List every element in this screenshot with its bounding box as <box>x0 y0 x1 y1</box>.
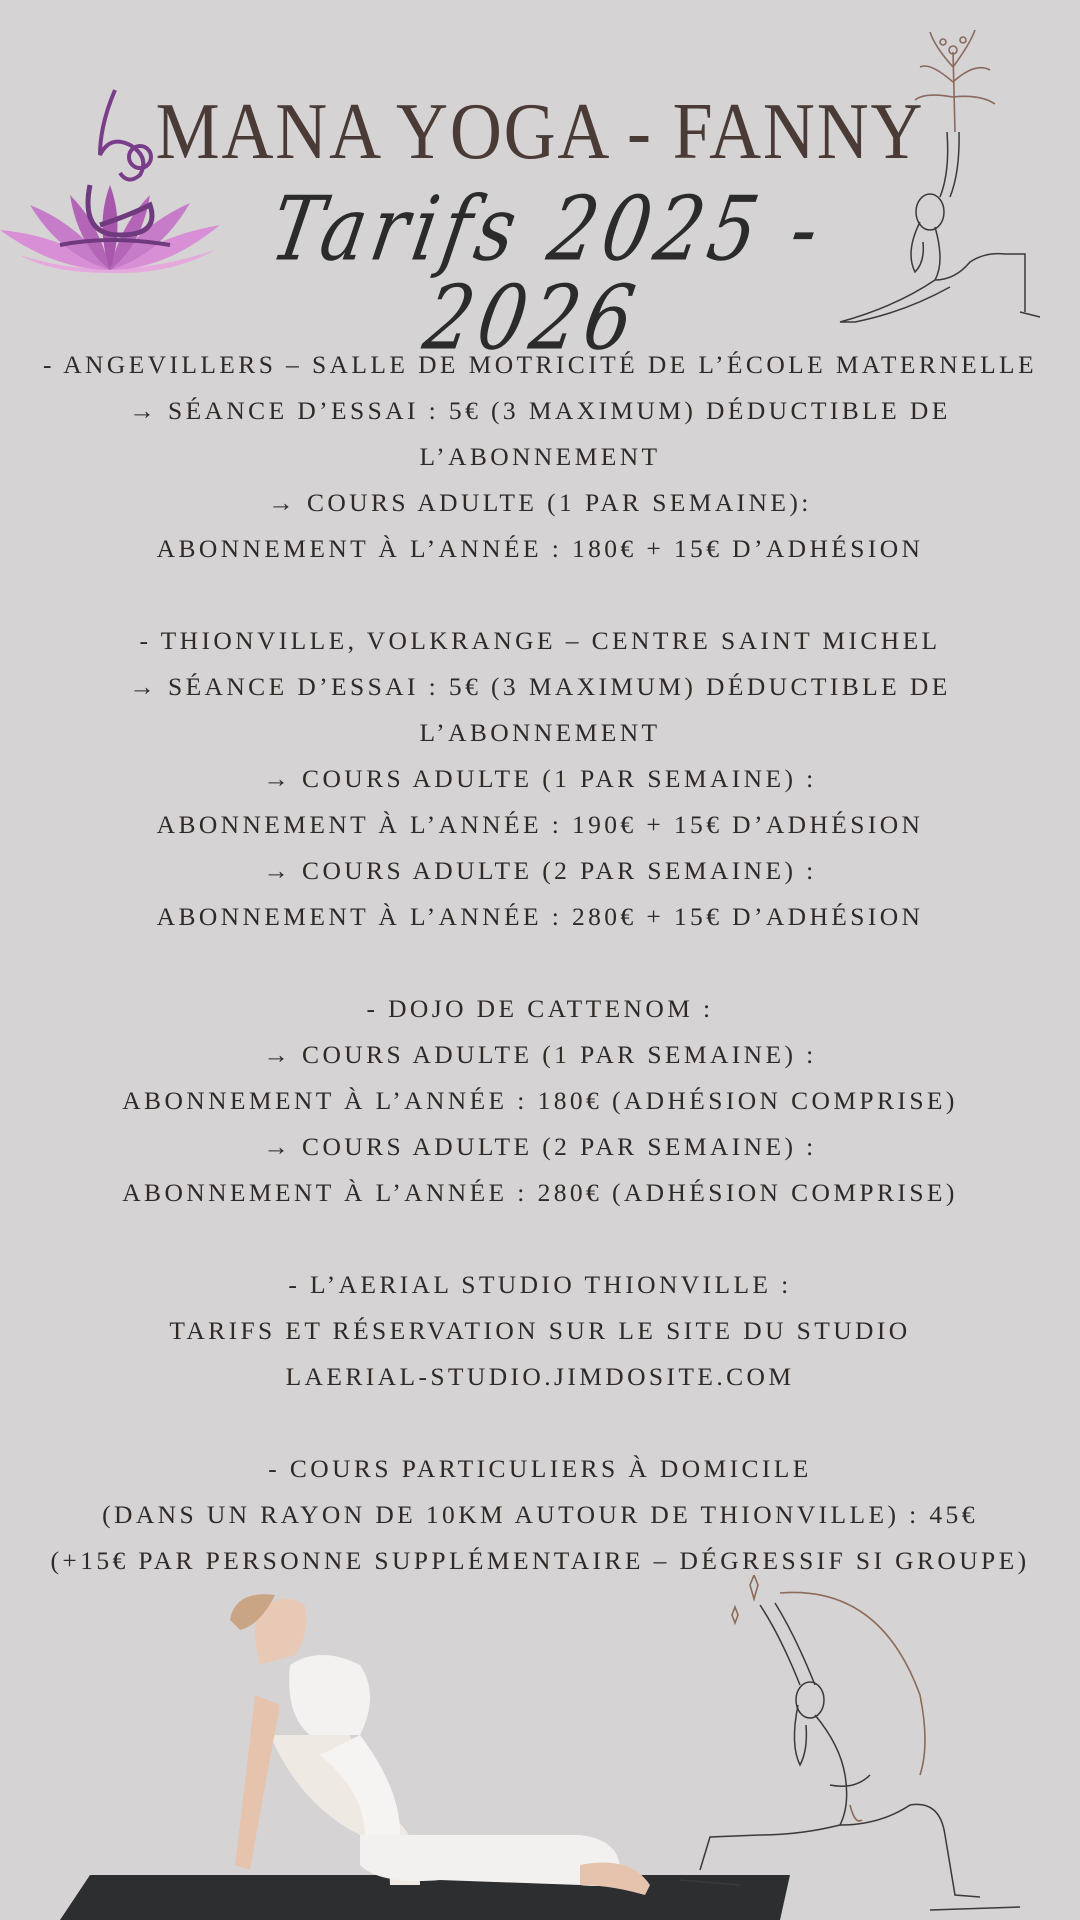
text-line: → SÉANCE D’ESSAI : 5€ (3 MAXIMUM) DÉDUCTIBLE DE <box>129 672 951 701</box>
spacer <box>0 1216 1080 1262</box>
text-line: → COURS ADULTE (1 PAR SEMAINE): <box>268 488 812 517</box>
text-line: - THIONVILLE, VOLKRANGE – CENTRE SAINT MICHEL <box>139 626 941 655</box>
text-line: → SÉANCE D’ESSAI : 5€ (3 MAXIMUM) DÉDUCTIBLE DE <box>129 396 951 425</box>
section-thionville-volkrange <box>0 618 1080 940</box>
text-line: ABONNEMENT À L’ANNÉE : 280€ (ADHÉSION COMPRISE) <box>122 1178 958 1207</box>
text-line: L’ABONNEMENT <box>419 442 661 471</box>
text-line: - ANGEVILLERS – SALLE DE MOTRICITÉ DE L’ÉCOLE MATERNELLE <box>42 350 1038 379</box>
page-title: MANA YOGA - FANNY <box>155 88 925 176</box>
text-line: → COURS ADULTE (2 PAR SEMAINE) : <box>263 1132 817 1161</box>
text-line: - COURS PARTICULIERS À DOMICILE <box>268 1454 812 1483</box>
text-line: → COURS ADULTE (1 PAR SEMAINE) : <box>263 1040 817 1069</box>
pricing-content <box>0 342 1080 1584</box>
text-line: (DANS UN RAYON DE 10KM AUTOUR DE THIONVILLE) : 45€ <box>102 1500 978 1529</box>
text-line: - L’AERIAL STUDIO THIONVILLE : <box>288 1270 792 1299</box>
section-dojo-cattenom <box>0 986 1080 1216</box>
studio-website-link[interactable]: LAERIAL-STUDIO.JIMDOSITE.COM <box>285 1362 795 1391</box>
text-line: ABONNEMENT À L’ANNÉE : 190€ + 15€ D’ADHÉSION <box>156 810 924 839</box>
section-aerial-studio <box>0 1262 1080 1400</box>
text-line: ABONNEMENT À L’ANNÉE : 280€ + 15€ D’ADHÉSION <box>156 902 924 931</box>
text-line: → COURS ADULTE (1 PAR SEMAINE) : <box>263 764 817 793</box>
yoga-pose-line-art-icon <box>680 1575 1040 1915</box>
spacer <box>0 1400 1080 1446</box>
text-line: → COURS ADULTE (2 PAR SEMAINE) : <box>263 856 817 885</box>
spacer <box>0 940 1080 986</box>
text-line: - DOJO DE CATTENOM : <box>366 994 714 1023</box>
text-line: (+15€ PAR PERSONNE SUPPLÉMENTAIRE – DÉGRESSIF SI GROUPE) <box>50 1546 1030 1575</box>
spacer <box>0 572 1080 618</box>
section-angevillers <box>0 342 1080 572</box>
text-line: ABONNEMENT À L’ANNÉE : 180€ + 15€ D’ADHÉSION <box>156 534 924 563</box>
text-line: L’ABONNEMENT <box>419 718 661 747</box>
text-line: TARIFS ET RÉSERVATION SUR LE SITE DU STUDIO <box>169 1316 911 1345</box>
section-private-lessons <box>0 1446 1080 1584</box>
pricing-subtitle: Tarifs 2025 - 2026 <box>263 178 833 370</box>
text-line: ABONNEMENT À L’ANNÉE : 180€ (ADHÉSION COMPRISE) <box>122 1086 958 1115</box>
